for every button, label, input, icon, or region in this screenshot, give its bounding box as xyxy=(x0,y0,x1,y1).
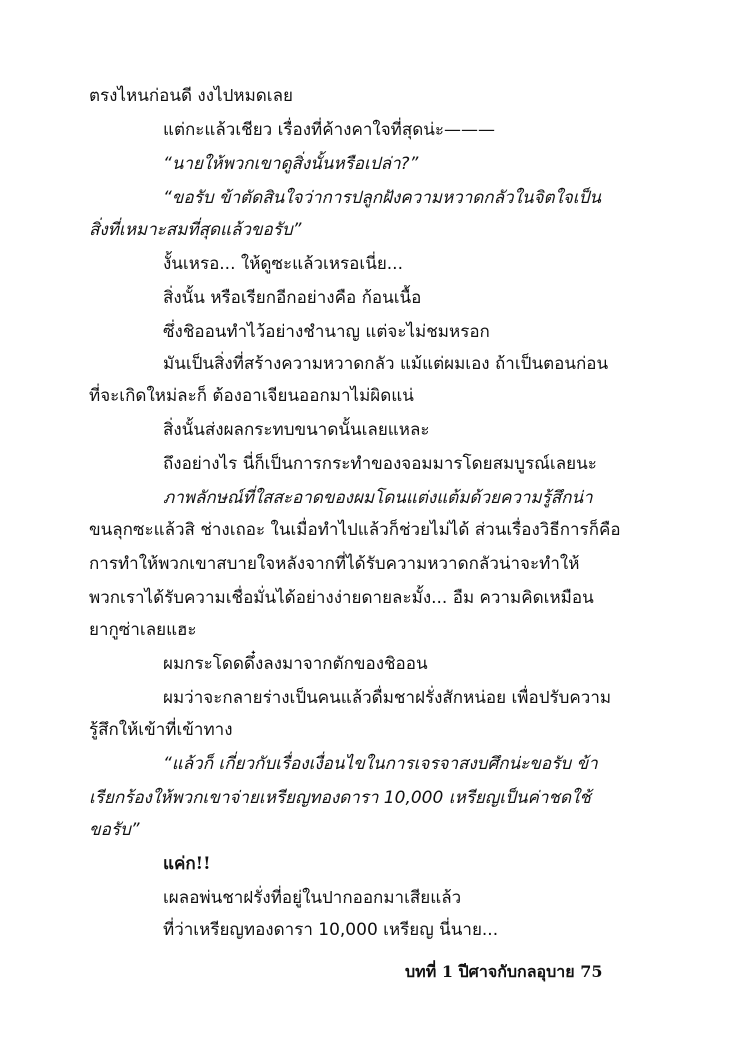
text-line: สิ่งนั้นส่งผลกระทบขนาดนั้นเลยแหละ xyxy=(163,420,430,440)
text-line: พวกเราได้รับความเชื่อมั่นได้อย่างง่ายดายละมั้ง... อืม ความคิดเหมือน xyxy=(89,588,594,608)
text-line: ที่ว่าเหรียญทองดารา 10,000 เหรียญ นี่นาย... xyxy=(163,920,499,940)
text-line: ซึ่งชิออนทำไว้อย่างชำนาญ แต่จะไม่ชมหรอก xyxy=(163,322,490,342)
dialogue-line: “แล้วก็ เกี่ยวกับเรื่องเงื่อนไขในการเจรจาสงบศึกน่ะขอรับ ข้า xyxy=(163,754,598,774)
text-line: ตรงไหนก่อนดี งงไปหมดเลย xyxy=(89,86,293,106)
text-line: ที่จะเกิดใหม่ละก็ ต้องอาเจียนออกมาไม่ผิดแน่ xyxy=(89,386,414,406)
text-line: มันเป็นสิ่งที่สร้างความหวาดกลัว แม้แต่ผมเอง ถ้าเป็นตอนก่อน xyxy=(163,354,609,374)
text-line: ยากูซ่าเลยแฮะ xyxy=(89,620,197,640)
dialogue-line: “ขอรับ ข้าตัดสินใจว่าการปลูกฝังความหวาดกลัวในจิตใจเป็น xyxy=(163,188,601,208)
dialogue-line: เรียกร้องให้พวกเขาจ่ายเหรียญทองดารา 10,000 เหรียญเป็นค่าชดใช้ xyxy=(89,788,591,808)
text-line: ภาพลักษณ์ที่ใสสะอาดของผมโดนแต่งแต้มด้วยความรู้สึกน่า xyxy=(163,488,593,508)
page-footer: บทที่ 1 ปีศาจกับกลอุบาย 75 xyxy=(405,962,603,981)
dialogue-line: ขอรับ” xyxy=(89,820,140,840)
text-line: สิ่งนั้น หรือเรียกอีกอย่างคือ ก้อนเนื้อ xyxy=(163,288,422,308)
text-line: การทำให้พวกเขาสบายใจหลังจากที่ได้รับความหวาดกลัวน่าจะทำให้ xyxy=(89,554,580,574)
text-line: เผลอพ่นชาฝรั่งที่อยู่ในปากออกมาเสียแล้ว xyxy=(163,888,462,908)
exclamation-line: แค่ก!! xyxy=(163,854,211,874)
text-line: ผมว่าจะกลายร่างเป็นคนแล้วดื่มชาฝรั่งสักหน่อย เพื่อปรับความ xyxy=(163,688,612,708)
text-line: ถึงอย่างไร นี่ก็เป็นการกระทำของจอมมารโดยสมบูรณ์เลยนะ xyxy=(163,454,597,474)
dialogue-line: “นายให้พวกเขาดูสิ่งนั้นหรือเปล่า?” xyxy=(163,154,419,174)
dialogue-line: สิ่งที่เหมาะสมที่สุดแล้วขอรับ” xyxy=(89,220,302,240)
text-line: แต่กะแล้วเชียว เรื่องที่ค้างคาใจที่สุดน่ะ——— xyxy=(163,120,496,140)
text-line: งั้นเหรอ... ให้ดูซะแล้วเหรอเนี่ย... xyxy=(163,254,403,274)
text-line: รู้สึกให้เข้าที่เข้าทาง xyxy=(89,720,233,740)
text-line: ขนลุกซะแล้วสิ ช่างเถอะ ในเมื่อทำไปแล้วก็ช่วยไม่ได้ ส่วนเรื่องวิธีการก็คือ xyxy=(89,520,621,540)
text-line: ผมกระโดดดึ๋งลงมาจากตักของชิออน xyxy=(163,654,428,674)
